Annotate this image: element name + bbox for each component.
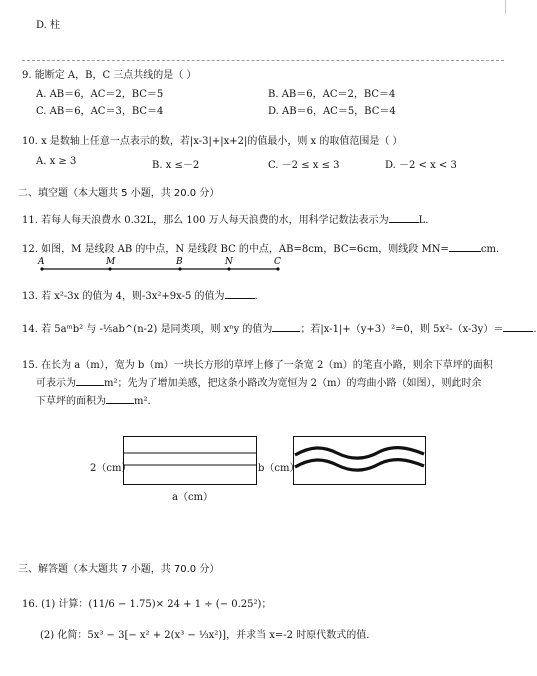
q10-option-a: A. x ≥ 3: [36, 156, 77, 167]
q8-option-d: D. 柱: [36, 20, 61, 31]
q15-curved-path-figure: [293, 436, 426, 486]
q11-text: 11. 若每人每天浪费水 0.32L，那么 100 万人每天浪费的水，用科学记数法表示为: [22, 215, 389, 226]
q14-text: 14. 若 5aᵐb² 与 -⅕ab^(n-2) 是同类项，则 xⁿy 的值为: [22, 324, 273, 335]
q11: [22, 211, 428, 226]
q10-stem: 10. x 是数轴上任意一点表示的数，若|x-3|+|x+2|的值最小，则 x 的取值范围是（ ）: [22, 136, 403, 147]
section-3-heading: 三、解答题（本大题共 7 小题，共 70.0 分）: [18, 564, 220, 575]
section-2-heading: 二、填空题（本大题共 5 小题，共 20.0 分）: [18, 188, 220, 199]
q10-option-d: D. －2 < x < 3: [385, 160, 457, 171]
q15-label-a: a（cm）: [172, 492, 214, 503]
q12-text: 12. 如图，M 是线段 AB 的中点，N 是线段 BC 的中点，AB=8cm，BC=6cm，则线段 MN=: [22, 244, 449, 255]
q15-line-1: 15. 在长为 a（m），宽为 b（m）一块长方形的草坪上修了一条宽 2（m）的笔直小路，则余下草坪的面积: [22, 360, 493, 371]
q9-stem: 9. 能断定 A，B，C 三点共线的是（ ）: [22, 70, 197, 81]
q14-blank-1[interactable]: [272, 322, 300, 332]
q15-blank-2[interactable]: [106, 394, 134, 404]
q13-blank[interactable]: [225, 289, 255, 299]
q12-unit: cm.: [480, 244, 500, 255]
q13-text: 13. 若 x²-3x 的值为 4，则-3x²+9x-5 的值为: [22, 291, 225, 302]
q11-blank[interactable]: [389, 213, 419, 223]
q14-text-2: ；若|x-1|+（y+3）²=0，则 5x²-（x-3y）＝: [300, 324, 504, 335]
q15-label-2cm: 2（cm）: [90, 463, 132, 474]
q9-option-c: C. AB＝6，AC＝3，BC＝4: [36, 106, 164, 117]
q15-line-3: 下草坪的面积为 m².: [36, 396, 151, 407]
q16-part-2: (2) 化简：5x³ − 3[− x² + 2(x³ − ⅓x²)]，并求当 x=-2 时原代数式的值.: [40, 630, 370, 641]
q10-option-c: C. －2 ≤ x ≤ 3: [268, 160, 340, 171]
q12-blank[interactable]: [449, 242, 481, 252]
svg-text:B: B: [176, 257, 183, 267]
q15-lawn-rect: [124, 437, 257, 485]
q9-option-b: B. AB＝6，AC＝2，BC＝4: [268, 89, 396, 100]
q15-curve-top: [295, 448, 424, 458]
margin-line: [505, 0, 506, 14]
svg-text:C: C: [274, 257, 281, 267]
q12: [22, 240, 499, 255]
q11-unit: L.: [418, 215, 429, 226]
q12-segment-figure: [34, 255, 294, 277]
q13: 13. 若 x²-3x 的值为 4，则-3x²+9x-5 的值为 .: [22, 291, 258, 302]
svg-text:M: M: [106, 257, 116, 267]
q15-line-2: 可表示为 m²；先为了增加美感，把这条小路改为宽恒为 2（m）的弯曲小路（如图），则此时余: [36, 378, 482, 389]
q16-part-1: 16. (1) 计算：(11/6 − 1.75)× 24 + 1 ÷ (− 0.25²)；: [22, 599, 272, 610]
q14-blank-2[interactable]: [503, 322, 533, 332]
q9-option-d: D. AB＝6，AC＝5，BC＝4: [268, 106, 396, 117]
q15-blank-1[interactable]: [76, 376, 104, 386]
q15-curve-bottom: [295, 460, 424, 470]
q14: 14. 若 5aᵐb² 与 -⅕ab^(n-2) 是同类项，则 xⁿy 的值为 ；若|x-1|+（y+3）²=0，则 5x²-（x-3y）＝ .: [22, 324, 537, 335]
svg-text:A: A: [38, 257, 45, 267]
q15-straight-path-figure: [123, 436, 257, 486]
q9-option-a: A. AB＝6，AC＝2，BC＝5: [36, 89, 164, 100]
page-separator: [22, 60, 504, 61]
q15-label-b: b（cm）: [258, 463, 300, 474]
q10-option-b: B. x ≤－2: [152, 160, 200, 171]
svg-text:N: N: [225, 257, 233, 267]
